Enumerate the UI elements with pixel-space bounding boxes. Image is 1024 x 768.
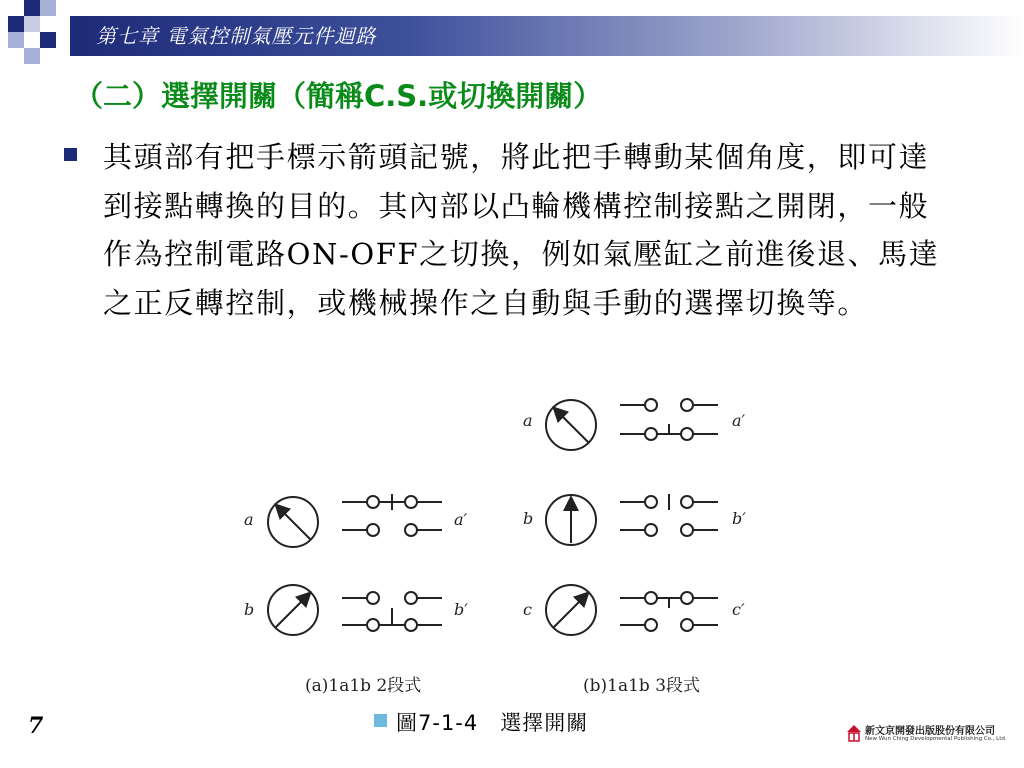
right-label-c-prime: c′ — [732, 600, 745, 619]
page-number: 7 — [28, 713, 44, 739]
corner-square — [24, 48, 40, 64]
right-contacts-a — [620, 399, 718, 440]
corner-square — [40, 32, 56, 48]
body-paragraph: 其頭部有把手標示箭頭記號，將此把手轉動某個角度，即可達到接點轉換的目的。其內部以凸輪機構控制接點之開閉，一般作為控制電路ON-OFF之切換，例如氣壓缸之前進後退、馬達之正反轉控制，或機械操作之自動與手動的選擇切換等。 — [103, 140, 940, 320]
left-label-b-prime: b′ — [454, 600, 468, 619]
bullet-marker — [64, 148, 77, 161]
corner-square — [40, 0, 56, 16]
left-contacts-b — [342, 592, 442, 631]
corner-square — [8, 16, 24, 32]
left-label-b: b — [244, 600, 255, 619]
slide-title: （二）選擇開關（簡稱C.S.或切換開關） — [74, 79, 603, 113]
corner-square — [8, 32, 24, 48]
left-label-a-prime: a′ — [454, 510, 468, 529]
right-dial-c — [546, 585, 596, 635]
chapter-title: 第七章 電氣控制氣壓元件迴路 — [96, 24, 377, 48]
left-dial-b — [268, 585, 318, 635]
right-contacts-c — [620, 592, 718, 631]
right-label-b-prime: b′ — [732, 509, 746, 528]
right-label-b: b — [523, 509, 534, 528]
left-label-a: a — [244, 510, 254, 529]
publisher-english: New Wun Ching Developmental Publishing Co., Ltd. — [865, 736, 1007, 742]
publisher-name: 新文京開發出版股份有限公司 — [865, 726, 995, 737]
right-label-c: c — [523, 600, 532, 619]
corner-square — [24, 16, 40, 32]
subcaption-a: (a)1a1b 2段式 — [305, 676, 422, 696]
subcaption-b: (b)1a1b 3段式 — [583, 676, 701, 696]
publisher-logo-icon — [846, 724, 862, 742]
selector-switch-diagram — [230, 388, 760, 658]
figure-marker — [374, 714, 387, 727]
figure-caption: 圖7-1-4 選擇開關 — [396, 711, 589, 735]
right-dial-b — [546, 495, 596, 545]
right-label-a-prime: a′ — [732, 411, 746, 430]
left-contacts-a — [342, 494, 442, 536]
left-dial-a — [268, 497, 318, 547]
right-label-a: a — [523, 411, 533, 430]
right-dial-a — [546, 400, 596, 450]
right-contacts-b — [620, 494, 718, 536]
corner-square — [24, 0, 40, 16]
